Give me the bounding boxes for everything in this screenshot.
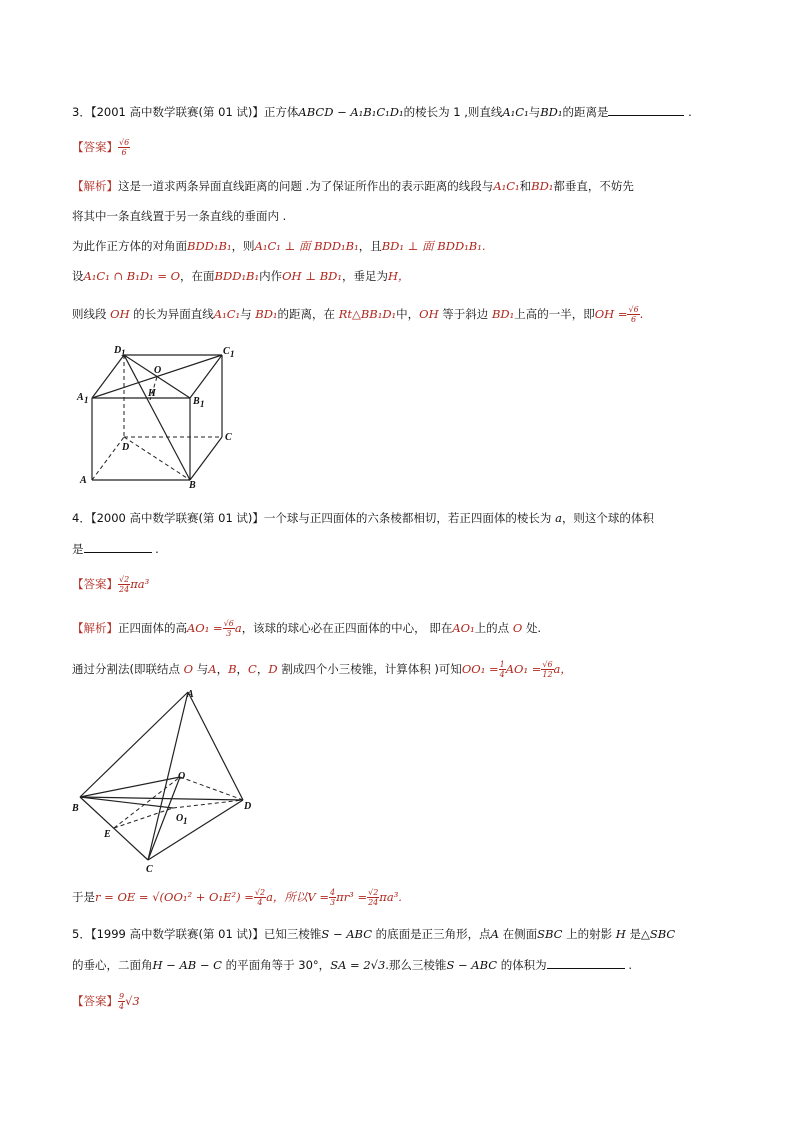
answer-blank: [84, 540, 152, 553]
fraction: $\frac{√2}{24}$: [119, 575, 130, 594]
label-D: D: [122, 442, 130, 453]
label-B: B: [189, 480, 196, 490]
label-A: A: [80, 475, 87, 486]
svg-text:1: 1: [230, 349, 235, 359]
q4-question: 4．【2000 高中数学联赛(第 01 试)】一个球与正四面体的六条棱都相切，若正四面体的棱长为 a，则这个球的体积: [72, 511, 654, 525]
q3-analysis-3: 为此作正方体的对角面BDD₁B₁，则A₁C₁ ⊥ 面 BDD₁B₁，且BD₁ ⊥ 面 BDD₁B₁.: [72, 239, 486, 253]
svg-text:1: 1: [121, 348, 126, 358]
q3-source: 【2001 高中数学联赛(第 01 试)】: [90, 105, 264, 119]
q5-question-2: 的垂心，二面角H − AB − C 的平面角等于 30°，SA = 2√3.那么三棱锥S − ABC 的体积为 .: [72, 958, 632, 972]
fraction: $\frac{4}{3}$: [330, 888, 336, 907]
cube-figure: [72, 340, 247, 490]
svg-text:1: 1: [183, 816, 188, 826]
q4-number: 4．: [72, 511, 91, 525]
label-A: A: [187, 689, 194, 700]
q4-question-2: 是 .: [72, 542, 159, 556]
q3-analysis-5: 则线段 OH 的长为异面直线A₁C₁与 BD₁的距离，在 Rt△BB₁D₁中，OH 等于斜边 BD₁上高的一半，即OH = $\frac{√6}{6}$ .: [72, 305, 644, 324]
q5-number: 5．: [72, 927, 91, 941]
label-B1: B: [193, 396, 200, 407]
q4-analysis-2: 通过分割法(即联结点 O 与A，B，C，D 割成四个小三棱锥，计算体积 )可知OO₁ = $\frac{1}{4}$ AO₁ = $\frac{√6}{12}$ a，: [72, 660, 572, 679]
q4-analysis-3: 于是r = OE = √(OO₁² + O₁E²) = $\frac{√2}{4}$ a，所以V = $\frac{4}{3}$ πr³ = $\frac{√2}{24}$ πa³.: [72, 888, 402, 907]
q4-answer: 【答案】 $\frac{√2}{24}$ πa³: [72, 575, 150, 594]
q5-question: 5．【1999 高中数学联赛(第 01 试)】已知三棱锥S − ABC 的底面是正三角形，点A 在侧面SBC 上的射影 H 是△SBC: [72, 927, 676, 941]
fraction: $\frac{√2}{4}$: [254, 888, 266, 907]
label-D1: D: [114, 345, 122, 356]
answer-blank: [608, 103, 684, 116]
label-C1: C: [223, 346, 230, 357]
label-H: H: [148, 388, 156, 399]
fraction: $\frac{√6}{3}$: [223, 619, 234, 638]
label-C: C: [225, 432, 232, 443]
answer-label: 【答案】: [72, 577, 118, 591]
label-O: O: [178, 771, 186, 782]
fraction: $\frac{√6}{6}$: [628, 305, 639, 324]
label-C: C: [146, 864, 153, 875]
answer-blank: [547, 956, 625, 969]
svg-text:1: 1: [200, 399, 205, 409]
q3-analysis-1: 【解析】这是一道求两条异面直线距离的问题 .为了保证所作出的表示距离的线段与A₁C₁和BD₁都垂直，不妨先: [72, 179, 634, 193]
answer-label: 【答案】: [72, 994, 118, 1008]
q3-answer: [72, 138, 130, 157]
fraction: $\frac{1}{4}$: [499, 660, 505, 679]
fraction: $\frac{√6}{12}$: [542, 660, 553, 679]
q5-source: 【1999 高中数学联赛(第 01 试)】: [90, 927, 264, 941]
label-D: D: [244, 801, 252, 812]
label-O1: O: [176, 813, 184, 824]
q3-analysis-4: 设A₁C₁ ∩ B₁D₁ = O，在面BDD₁B₁内作OH ⊥ BD₁，垂足为H，: [72, 269, 410, 283]
q3-number: 3．: [72, 105, 91, 119]
q3-analysis-2: 将其中一条直线置于另一条直线的垂面内 .: [72, 209, 287, 223]
label-O: O: [154, 365, 162, 376]
q5-answer: 【答案】 $\frac{9}{4}$ √3: [72, 992, 140, 1011]
q3-question: 3．【2001 高中数学联赛(第 01 试)】正方体ABCD − A₁B₁C₁D₁的棱长为 1 ,则直线A₁C₁与BD₁的距离是 .: [72, 105, 692, 119]
label-B: B: [72, 803, 79, 814]
tetrahedron-figure: [68, 685, 268, 875]
answer-label: 【答案】: [72, 140, 118, 154]
label-E: E: [104, 829, 111, 840]
analysis-label: 【解析】: [72, 621, 118, 635]
q4-source: 【2000 高中数学联赛(第 01 试)】: [90, 511, 264, 525]
fraction: $\frac{9}{4}$: [119, 992, 125, 1011]
fraction: $\frac{√2}{24}$: [368, 888, 379, 907]
q4-analysis-1: 【解析】正四面体的高AO₁ = $\frac{√6}{3}$ a，该球的球心必在正四面体的中心， 即在AO₁上的点 O 处.: [72, 619, 542, 638]
label-A1: A: [77, 392, 84, 403]
fraction: $\frac{√6}{6}$: [119, 138, 130, 157]
analysis-label: 【解析】: [72, 179, 118, 193]
svg-text:1: 1: [84, 395, 89, 405]
